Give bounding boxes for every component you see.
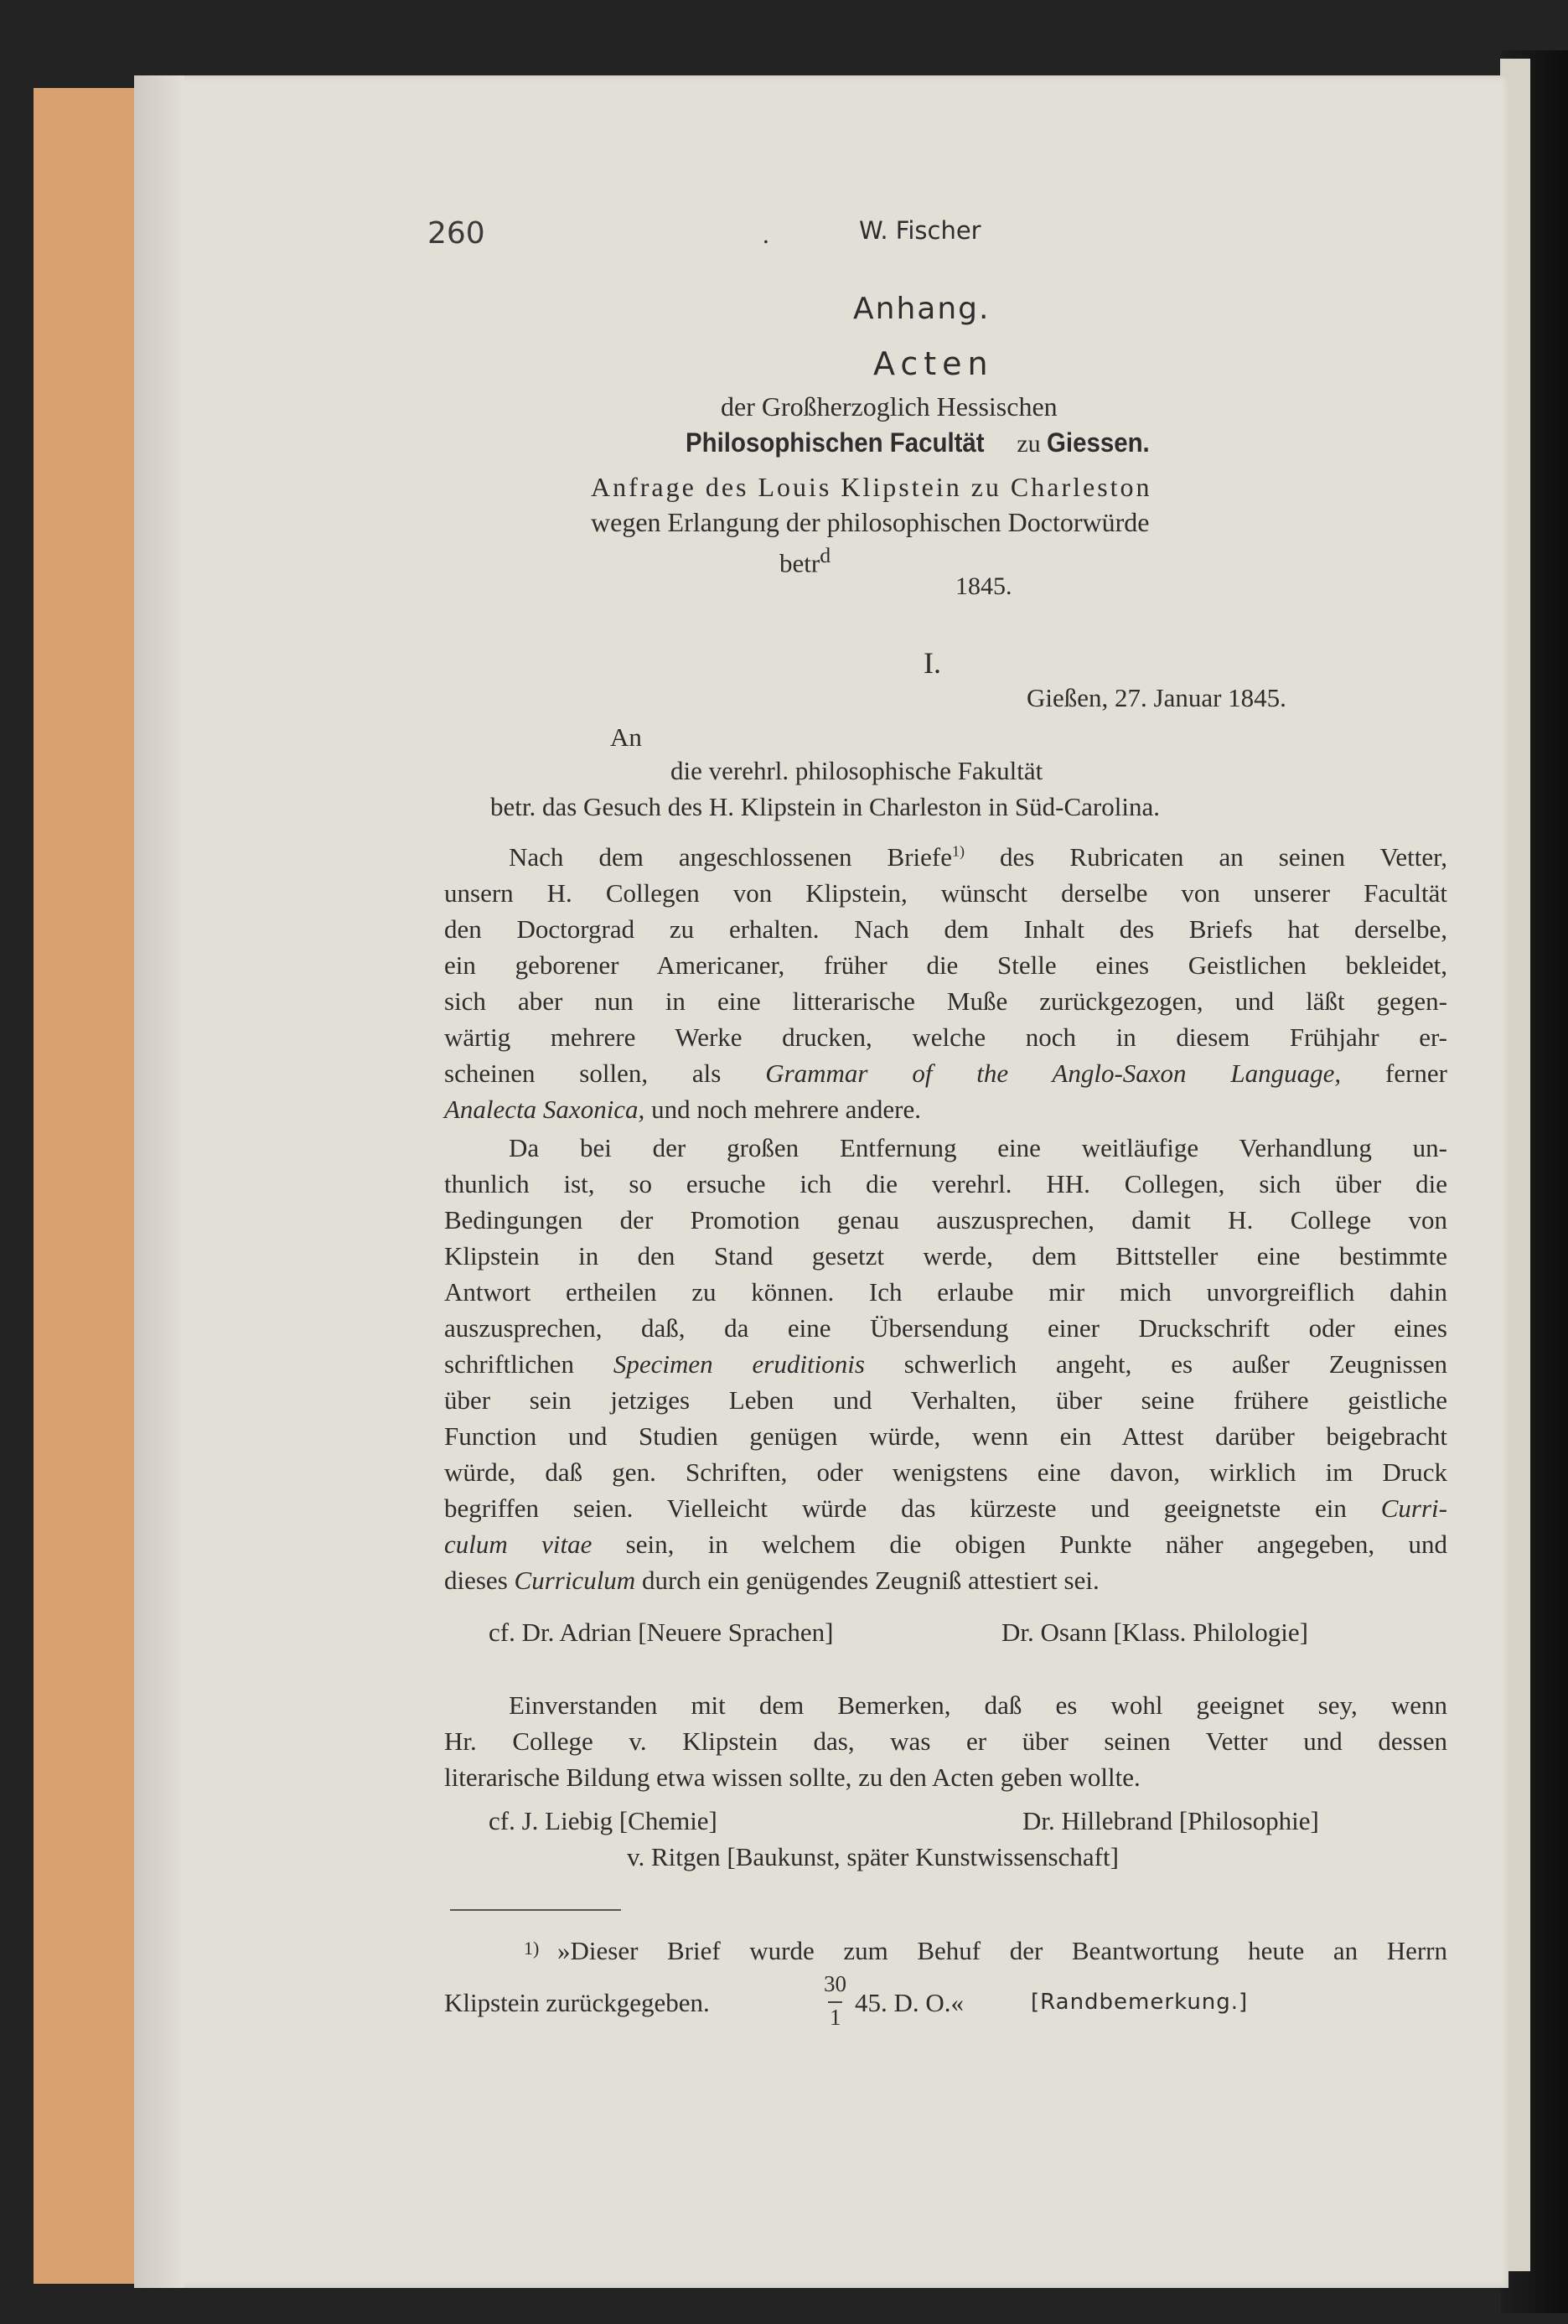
p1-l1-text: Nach dem angeschlossenen Briefe — [509, 842, 952, 872]
curriculum-italic-b: culum vitae — [444, 1529, 593, 1559]
faculty-line-2 — [686, 427, 1159, 458]
book-title-grammar: Grammar of the Anglo-Saxon Language, — [765, 1058, 1342, 1088]
p3-line-3: literarische Bildung etwa wissen sollte, zu den Acten geben wollte. — [444, 1762, 1141, 1792]
p2-line-4: Klipstein in den Stand gesetzt werde, dem Bittsteller eine bestimmte — [444, 1241, 1447, 1271]
p2-line-10: würde, daß gen. Schriften, oder wenigstens eine davon, wirklich im Druck — [444, 1457, 1447, 1487]
p1-line-6: wärtig mehrere Werke drucken, welche noch in diesem Frühjahr er- — [444, 1022, 1447, 1052]
faculty-line-1: der Großherzoglich Hessischen — [721, 391, 1058, 422]
footnote-line-2a: Klipstein zurückgegeben. — [444, 1988, 710, 2017]
p1-l1-text-b: des Rubricaten an seinen Vetter, — [965, 842, 1448, 872]
header-separator: . — [763, 220, 769, 249]
signature-ritgen: v. Ritgen [Baukunst, später Kunstwissenschaft] — [627, 1842, 1119, 1871]
footnote-line-2b: 45. D. O.« — [855, 1988, 965, 2017]
p2-l12-text: sein, in welchem die obigen Punkte näher angegeben, und — [592, 1529, 1447, 1559]
p2-line-7 — [444, 1349, 1447, 1379]
footnote-rule — [450, 1909, 621, 1911]
appendix-heading: Anhang. — [853, 292, 991, 326]
curriculum-italic-c: Curriculum — [514, 1566, 636, 1595]
acts-title: Acten — [873, 345, 994, 382]
betr-sup: d — [820, 543, 831, 567]
p2-line-3: Bedingungen der Promotion genau auszusprechen, damit H. College von — [444, 1205, 1447, 1234]
signature-liebig: cf. J. Liebig [Chemie] — [489, 1806, 717, 1835]
place-date: Gießen, 27. Januar 1845. — [1027, 683, 1286, 712]
p1-l7-text: scheinen sollen, als — [444, 1058, 766, 1088]
footnote-marker: 1) — [524, 1938, 540, 1959]
p2-line-12 — [444, 1529, 1447, 1560]
signature-hillebrand: Dr. Hillebrand [Philosophie] — [1022, 1806, 1319, 1835]
p1-line-1 — [509, 842, 1447, 872]
page-number: 260 — [427, 216, 485, 251]
p1-line-2: unsern H. Collegen von Klipstein, wünscht derselbe von unserer Facultät — [444, 878, 1447, 908]
betr-abbrev — [779, 543, 831, 578]
p2-line-11 — [444, 1493, 1447, 1524]
subject-line: betr. das Gesuch des H. Klipstein in Charleston in Süd-Carolina. — [490, 792, 1160, 821]
p2-line-8: über sein jetziges Leben und Verhalten, über seine frühere geistliche — [444, 1385, 1447, 1415]
p1-l7-text-b: ferner — [1341, 1058, 1447, 1088]
year: 1845. — [955, 572, 1012, 600]
p2-line-6: auszusprechen, daß, da eine Übersendung einer Druckschrift oder eines — [444, 1313, 1447, 1343]
footnote-ref: 1) — [952, 842, 965, 860]
p2-l7-text: schriftlichen — [444, 1349, 613, 1379]
signature-adrian: cf. Dr. Adrian [Neuere Sprachen] — [489, 1617, 834, 1647]
p2-line-5: Antwort ertheilen zu können. Ich erlaube mir mich unvorgreiflich dahin — [444, 1277, 1447, 1307]
faculty-name: Philosophischen Facultät — [686, 427, 985, 458]
faculty-zu: zu — [1017, 430, 1041, 458]
footnote-line-1: »Dieser Brief wurde zum Behuf der Beantwortung heute an Herrn — [557, 1936, 1447, 1965]
faculty-city: Giessen. — [1047, 427, 1151, 458]
curriculum-italic-a: Curri- — [1380, 1493, 1447, 1523]
running-head-author: W. Fischer — [859, 216, 981, 245]
p2-l13-text: dieses — [444, 1566, 515, 1595]
p2-l11-text: begriffen seien. Vielleicht würde das kürzeste und geeignetste ein — [444, 1493, 1381, 1523]
p2-line-13 — [444, 1566, 1100, 1596]
p1-line-7 — [444, 1058, 1447, 1089]
letter-number: I. — [924, 646, 941, 680]
p1-l8-text: und noch mehrere andere. — [644, 1095, 921, 1124]
p1-line-8 — [444, 1095, 921, 1125]
p1-line-4: ein geborener Americaner, früher die Stelle eines Geistlichen bekleidet, — [444, 950, 1447, 980]
request-line-2: wegen Erlangung der philosophischen Doctorwürde — [591, 507, 1150, 537]
page-edge-shading — [134, 75, 184, 2288]
p2-line-9: Function und Studien genügen würde, wenn ein Attest darüber beigebracht — [444, 1421, 1447, 1451]
betr-prefix: betr — [779, 548, 820, 578]
address-an: An — [610, 722, 642, 752]
p1-line-3: den Doctorgrad zu erhalten. Nach dem Inhalt des Briefs hat derselbe, — [444, 914, 1447, 944]
p3-line-1: Einverstanden mit dem Bemerken, daß es wohl geeignet sey, wenn — [509, 1690, 1447, 1720]
p2-line-1: Da bei der großen Entfernung eine weitläufige Verhandlung un- — [509, 1133, 1447, 1162]
book-title-analecta: Analecta Saxonica, — [444, 1095, 645, 1124]
p1-line-5: sich aber nun in eine litterarische Muße zurückgezogen, und läßt gegen- — [444, 986, 1447, 1016]
p3-line-2: Hr. College v. Klipstein das, was er über seinen Vetter und dessen — [444, 1726, 1447, 1756]
fraction-denominator: 1 — [830, 2005, 841, 2030]
p2-l7-text-b: schwerlich angeht, es außer Zeugnissen — [864, 1349, 1447, 1379]
margin-remark: [Randbemerkung.] — [1031, 1990, 1249, 2015]
request-line-1: Anfrage des Louis Klipstein zu Charleston — [591, 472, 1152, 502]
recipient: die verehrl. philosophische Fakultät — [670, 756, 1043, 785]
signature-osann: Dr. Osann [Klass. Philologie] — [1001, 1617, 1308, 1647]
fraction-numerator: 30 — [824, 1971, 846, 1996]
fraction-bar — [828, 2001, 842, 2003]
specimen-italic: Specimen eruditionis — [613, 1349, 865, 1379]
p2-l13-text-b: durch ein genügendes Zeugniß attestiert sei. — [635, 1566, 1100, 1595]
p2-line-2: thunlich ist, so ersuche ich die verehrl. HH. Collegen, sich über die — [444, 1169, 1447, 1198]
